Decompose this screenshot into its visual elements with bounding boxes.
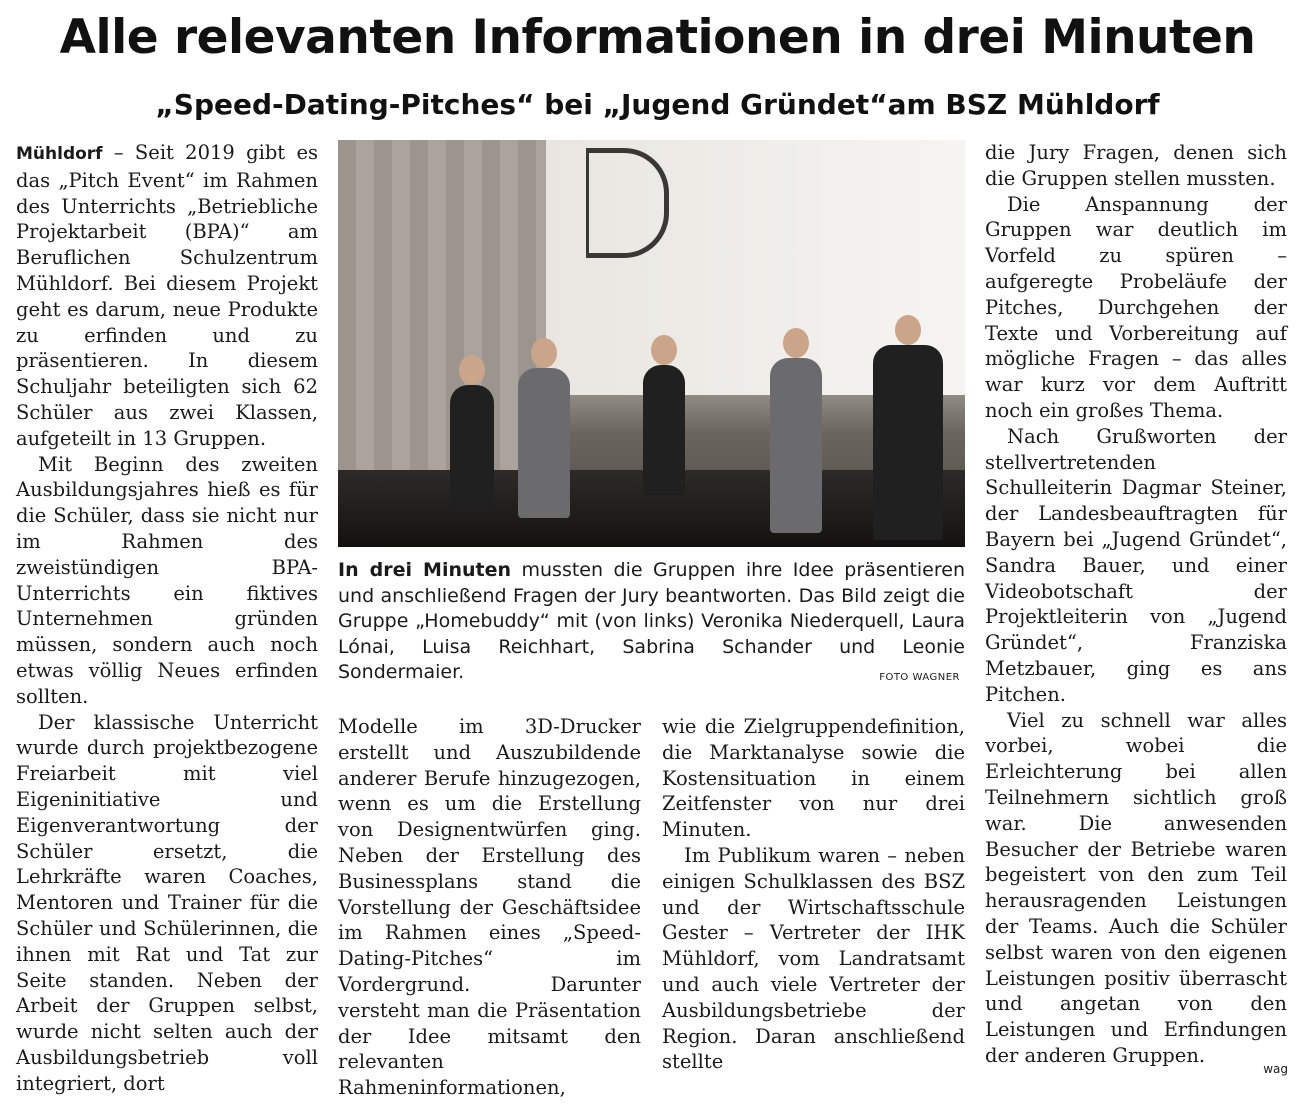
paragraph: Modelle im 3D-Drucker erstellt und Auszubildende anderer Berufe hinzugezogen, wenn es um die Erstellung von Designentwürfen ging. Neben der Erstellung des Businessplans stand die Vorstellung der Geschäftsidee im Rahmen eines „Speed-Dating-Pitches“ im Vordergrund. Darunter versteht man die Präsentation der Idee mitsamt den relevanten Rahmeninformationen, [338,715,641,1100]
dateline: Mühldorf [16,144,103,164]
projected-logo [586,148,669,258]
article-column-3 [662,714,965,1075]
photo-credit: FOTO WAGNER [879,672,960,683]
article-column-1 [16,140,318,1096]
paragraph: Mit Beginn des zweiten Ausbildungsjahres hieß es für die Schüler, dass sie nicht nur im Rahmen des zweistündigen BPA-Unterrichts ein fiktives Unternehmen gründen müssen, sondern auch noch etwas völlig Neues erfinden sollten. [16,452,318,708]
author-signature: wag [1263,1062,1288,1076]
presenter-figure [643,365,685,495]
presenter-figure [518,368,570,518]
paragraph: die Jury Fragen, denen sich die Gruppen stellen mussten. [985,141,1287,190]
article-column-4 [985,140,1287,1069]
photo-caption [338,558,965,686]
caption-text: mussten die Gruppen ihre Idee präsentieren und anschließend Fragen der Jury beantworten. Das Bild zeigt die Gruppe „Homebuddy“ mit (von links) Veronika Niederquell, Laura Lónai, Luisa Reichhart, Sabrina Schander und Leonie Sondermaier. [338,559,965,684]
article-column-2 [338,714,641,1101]
paragraph: Die Anspannung der Gruppen war deutlich im Vorfeld zu spüren – aufgeregte Probeläufe der Pitches, Durchgehen der Texte und Vorbereitung auf mögliche Fragen – das alles war kurz vor dem Auftritt noch ein großes Thema. [985,192,1287,422]
paragraph: Nach Grußworten der stellvertretenden Schulleiterin Dagmar Steiner, der Landesbeauftragten für Bayern bei „Jugend Gründet“, Sandra Bauer, und einer Videobotschaft der Projektleiterin von „Jugend Gründet“, Franziska Metzbauer, ging es ans Pitchen. [985,424,1287,706]
paragraph [16,140,318,452]
paragraph: wie die Zielgruppendefinition, die Marktanalyse sowie die Kostensituation in einem Zeitfenster von nur drei Minuten. [662,715,965,842]
article-photo [338,140,965,547]
headline: Alle relevanten Informationen in drei Minuten [59,10,1256,65]
paragraph: Viel zu schnell war alles vorbei, wobei die Erleichterung bei allen Teilnehmern sichtlich groß war. Die anwesenden Besucher der Betriebe waren begeistert von den zum Teil herausragenden Leistungen der Teams. Auch die Schüler selbst waren von den eigenen Leistungen positiv überrascht und angetan von den Leistungen und Erfindungen der anderen Gruppen. [985,708,1287,1067]
caption-lead: In drei Minuten [338,559,512,581]
presenter-figure [770,358,822,533]
subheadline: „Speed-Dating-Pitches“ bei „Jugend Gründet“am BSZ Mühldorf [155,88,1160,121]
paragraph-text: – Seit 2019 gibt es das „Pitch Event“ im Rahmen des Unterrichts „Betriebliche Projektarbeit (BPA)“ am Beruflichen Schulzentrum Mühldorf. Bei diesem Projekt geht es darum, neue Produkte zu erfinden und zu präsentieren. In diesem Schuljahr beteiligten sich 62 Schüler aus zwei Klassen, aufgeteilt in 13 Gruppen. [16,141,318,450]
paragraph: Der klassische Unterricht wurde durch projektbezogene Freiarbeit mit viel Eigeninitiative und Eigenverantwortung der Schüler ersetzt, die Lehrkräfte waren Coaches, Mentoren und Trainer für die Schüler und Schülerinnen, die ihnen mit Rat und Tat zur Seite standen. Neben der Arbeit der Gruppen selbst, wurde nicht selten auch der Ausbildungsbetrieb voll integriert, dort [16,710,318,1095]
paragraph: Im Publikum waren – neben einigen Schulklassen des BSZ und der Wirtschaftsschule Gester – Vertreter der IHK Mühldorf, vom Landratsamt und auch viele Vertreter der Ausbildungsbetriebe der Region. Daran anschließend stellte [662,843,965,1074]
presenter-figure [873,345,943,540]
photo-wall [338,140,546,470]
presenter-figure [450,385,494,510]
